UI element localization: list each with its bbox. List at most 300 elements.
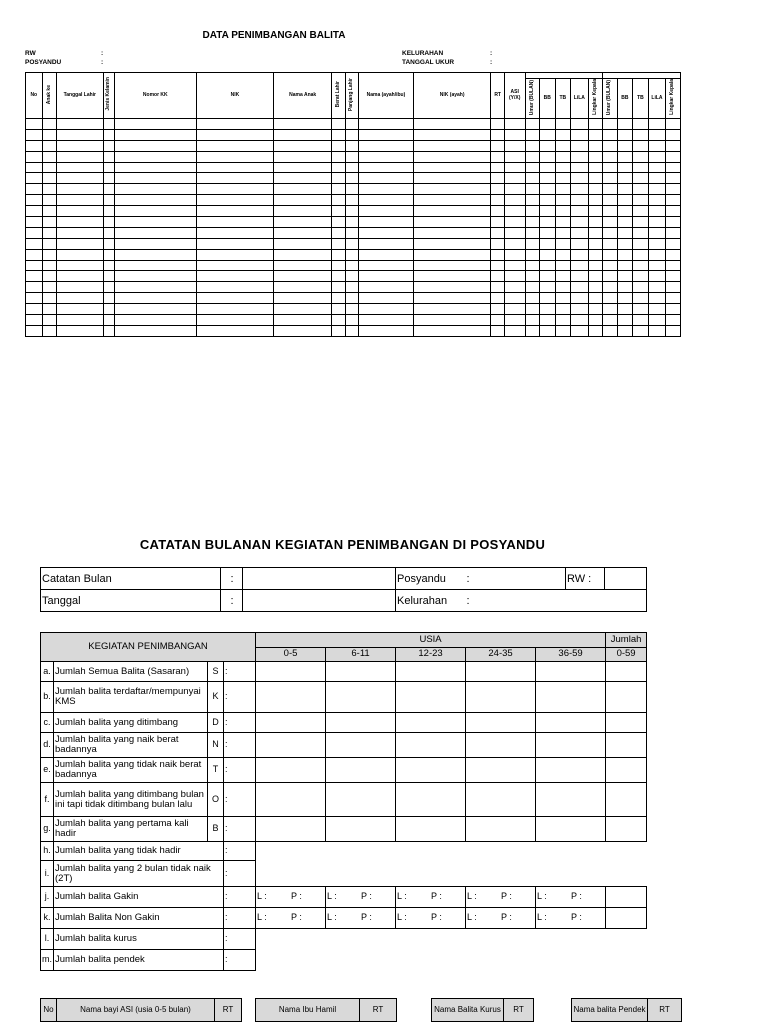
table-cell[interactable] bbox=[359, 249, 414, 260]
table-cell[interactable] bbox=[525, 249, 539, 260]
table-cell[interactable] bbox=[274, 162, 332, 173]
count-cell[interactable] bbox=[536, 758, 606, 783]
table-cell[interactable] bbox=[588, 184, 603, 195]
table-cell[interactable] bbox=[413, 325, 491, 336]
table-cell[interactable] bbox=[359, 129, 414, 140]
table-cell[interactable] bbox=[666, 282, 681, 293]
lp-cell[interactable] bbox=[536, 887, 606, 908]
table-cell[interactable] bbox=[603, 282, 617, 293]
table-cell[interactable] bbox=[274, 217, 332, 228]
table-cell[interactable] bbox=[26, 227, 43, 238]
table-cell[interactable] bbox=[114, 184, 196, 195]
table-cell[interactable] bbox=[504, 195, 525, 206]
table-cell[interactable] bbox=[57, 119, 104, 130]
table-cell[interactable] bbox=[345, 227, 358, 238]
table-cell[interactable] bbox=[666, 140, 681, 151]
table-cell[interactable] bbox=[491, 206, 504, 217]
table-cell[interactable] bbox=[555, 129, 571, 140]
table-cell[interactable] bbox=[491, 129, 504, 140]
table-cell[interactable] bbox=[114, 162, 196, 173]
table-cell[interactable] bbox=[413, 129, 491, 140]
table-cell[interactable] bbox=[332, 249, 345, 260]
table-cell[interactable] bbox=[57, 173, 104, 184]
table-cell[interactable] bbox=[57, 271, 104, 282]
table-cell[interactable] bbox=[571, 238, 589, 249]
table-cell[interactable] bbox=[332, 260, 345, 271]
table-cell[interactable] bbox=[666, 195, 681, 206]
table-cell[interactable] bbox=[345, 271, 358, 282]
table-cell[interactable] bbox=[103, 293, 114, 304]
table-cell[interactable] bbox=[540, 227, 556, 238]
table-cell[interactable] bbox=[504, 162, 525, 173]
table-cell[interactable] bbox=[525, 217, 539, 228]
table-cell[interactable] bbox=[274, 315, 332, 326]
table-cell[interactable] bbox=[196, 206, 274, 217]
table-cell[interactable] bbox=[588, 260, 603, 271]
table-cell[interactable] bbox=[525, 151, 539, 162]
table-cell[interactable] bbox=[332, 162, 345, 173]
table-cell[interactable] bbox=[571, 129, 589, 140]
table-cell[interactable] bbox=[332, 238, 345, 249]
table-cell[interactable] bbox=[345, 173, 358, 184]
count-cell[interactable] bbox=[326, 817, 396, 842]
table-cell[interactable] bbox=[525, 271, 539, 282]
table-cell[interactable] bbox=[114, 293, 196, 304]
table-cell[interactable] bbox=[42, 140, 56, 151]
lp-cell[interactable] bbox=[536, 908, 606, 929]
table-cell[interactable] bbox=[274, 260, 332, 271]
table-cell[interactable] bbox=[196, 162, 274, 173]
table-cell[interactable] bbox=[57, 206, 104, 217]
table-cell[interactable] bbox=[413, 227, 491, 238]
table-cell[interactable] bbox=[603, 140, 617, 151]
table-cell[interactable] bbox=[525, 304, 539, 315]
table-cell[interactable] bbox=[617, 206, 633, 217]
table-cell[interactable] bbox=[42, 238, 56, 249]
table-cell[interactable] bbox=[617, 282, 633, 293]
table-cell[interactable] bbox=[491, 249, 504, 260]
table-cell[interactable] bbox=[359, 238, 414, 249]
table-cell[interactable] bbox=[571, 271, 589, 282]
table-cell[interactable] bbox=[633, 173, 649, 184]
table-cell[interactable] bbox=[359, 140, 414, 151]
table-cell[interactable] bbox=[345, 315, 358, 326]
table-cell[interactable] bbox=[525, 282, 539, 293]
count-cell[interactable] bbox=[606, 908, 647, 929]
table-cell[interactable] bbox=[26, 282, 43, 293]
table-cell[interactable] bbox=[413, 195, 491, 206]
table-cell[interactable] bbox=[588, 140, 603, 151]
table-cell[interactable] bbox=[26, 315, 43, 326]
count-cell[interactable] bbox=[256, 682, 326, 713]
table-cell[interactable] bbox=[345, 206, 358, 217]
table-cell[interactable] bbox=[504, 315, 525, 326]
table-cell[interactable] bbox=[555, 173, 571, 184]
table-cell[interactable] bbox=[633, 271, 649, 282]
table-cell[interactable] bbox=[666, 271, 681, 282]
table-cell[interactable] bbox=[617, 249, 633, 260]
table-cell[interactable] bbox=[103, 260, 114, 271]
table-cell[interactable] bbox=[332, 151, 345, 162]
table-cell[interactable] bbox=[525, 293, 539, 304]
table-cell[interactable] bbox=[103, 195, 114, 206]
table-cell[interactable] bbox=[359, 173, 414, 184]
table-cell[interactable] bbox=[588, 206, 603, 217]
count-cell[interactable] bbox=[536, 817, 606, 842]
lp-cell[interactable] bbox=[326, 887, 396, 908]
table-cell[interactable] bbox=[648, 129, 666, 140]
table-cell[interactable] bbox=[504, 260, 525, 271]
table-cell[interactable] bbox=[603, 206, 617, 217]
table-cell[interactable] bbox=[588, 195, 603, 206]
table-cell[interactable] bbox=[332, 315, 345, 326]
table-cell[interactable] bbox=[617, 325, 633, 336]
table-cell[interactable] bbox=[666, 260, 681, 271]
count-cell[interactable] bbox=[466, 682, 536, 713]
table-cell[interactable] bbox=[42, 249, 56, 260]
table-cell[interactable] bbox=[345, 304, 358, 315]
table-cell[interactable] bbox=[525, 140, 539, 151]
table-cell[interactable] bbox=[196, 282, 274, 293]
table-cell[interactable] bbox=[603, 293, 617, 304]
table-cell[interactable] bbox=[491, 184, 504, 195]
count-cell[interactable] bbox=[256, 733, 326, 758]
table-cell[interactable] bbox=[540, 238, 556, 249]
table-cell[interactable] bbox=[274, 119, 332, 130]
table-cell[interactable] bbox=[114, 304, 196, 315]
table-cell[interactable] bbox=[504, 129, 525, 140]
table-cell[interactable] bbox=[666, 293, 681, 304]
table-cell[interactable] bbox=[540, 119, 556, 130]
count-cell[interactable] bbox=[606, 733, 647, 758]
table-cell[interactable] bbox=[504, 238, 525, 249]
table-cell[interactable] bbox=[103, 173, 114, 184]
table-cell[interactable] bbox=[571, 315, 589, 326]
table-cell[interactable] bbox=[332, 325, 345, 336]
table-cell[interactable] bbox=[555, 325, 571, 336]
table-cell[interactable] bbox=[617, 184, 633, 195]
table-cell[interactable] bbox=[103, 119, 114, 130]
table-cell[interactable] bbox=[491, 304, 504, 315]
table-cell[interactable] bbox=[555, 217, 571, 228]
table-cell[interactable] bbox=[413, 315, 491, 326]
table-cell[interactable] bbox=[540, 249, 556, 260]
table-cell[interactable] bbox=[540, 162, 556, 173]
table-cell[interactable] bbox=[491, 271, 504, 282]
table-cell[interactable] bbox=[359, 282, 414, 293]
table-cell[interactable] bbox=[491, 315, 504, 326]
table-cell[interactable] bbox=[603, 151, 617, 162]
table-cell[interactable] bbox=[648, 315, 666, 326]
table-cell[interactable] bbox=[196, 271, 274, 282]
table-cell[interactable] bbox=[504, 184, 525, 195]
table-cell[interactable] bbox=[345, 293, 358, 304]
table-cell[interactable] bbox=[588, 325, 603, 336]
table-cell[interactable] bbox=[413, 271, 491, 282]
table-cell[interactable] bbox=[588, 315, 603, 326]
table-cell[interactable] bbox=[26, 293, 43, 304]
table-cell[interactable] bbox=[666, 151, 681, 162]
table-cell[interactable] bbox=[491, 173, 504, 184]
table-cell[interactable] bbox=[555, 206, 571, 217]
table-cell[interactable] bbox=[491, 293, 504, 304]
table-cell[interactable] bbox=[555, 249, 571, 260]
table-cell[interactable] bbox=[648, 195, 666, 206]
table-cell[interactable] bbox=[26, 184, 43, 195]
lp-cell[interactable] bbox=[326, 908, 396, 929]
table-cell[interactable] bbox=[555, 238, 571, 249]
table-cell[interactable] bbox=[633, 238, 649, 249]
table-cell[interactable] bbox=[617, 162, 633, 173]
table-cell[interactable] bbox=[525, 195, 539, 206]
table-cell[interactable] bbox=[588, 173, 603, 184]
table-cell[interactable] bbox=[648, 119, 666, 130]
table-cell[interactable] bbox=[666, 217, 681, 228]
count-cell[interactable] bbox=[536, 682, 606, 713]
table-cell[interactable] bbox=[571, 195, 589, 206]
table-cell[interactable] bbox=[332, 184, 345, 195]
table-cell[interactable] bbox=[571, 260, 589, 271]
table-cell[interactable] bbox=[103, 238, 114, 249]
table-cell[interactable] bbox=[571, 173, 589, 184]
table-cell[interactable] bbox=[540, 293, 556, 304]
table-cell[interactable] bbox=[504, 249, 525, 260]
table-cell[interactable] bbox=[103, 140, 114, 151]
count-cell[interactable] bbox=[466, 783, 536, 817]
table-cell[interactable] bbox=[413, 119, 491, 130]
table-cell[interactable] bbox=[504, 217, 525, 228]
table-cell[interactable] bbox=[648, 325, 666, 336]
table-cell[interactable] bbox=[26, 271, 43, 282]
table-cell[interactable] bbox=[196, 173, 274, 184]
table-cell[interactable] bbox=[648, 249, 666, 260]
table-cell[interactable] bbox=[345, 151, 358, 162]
count-cell[interactable] bbox=[606, 758, 647, 783]
table-cell[interactable] bbox=[666, 325, 681, 336]
table-cell[interactable] bbox=[617, 129, 633, 140]
table-cell[interactable] bbox=[491, 325, 504, 336]
count-cell[interactable] bbox=[396, 713, 466, 733]
table-cell[interactable] bbox=[114, 151, 196, 162]
table-cell[interactable] bbox=[540, 217, 556, 228]
table-cell[interactable] bbox=[540, 282, 556, 293]
table-cell[interactable] bbox=[571, 227, 589, 238]
table-cell[interactable] bbox=[413, 151, 491, 162]
table-cell[interactable] bbox=[617, 119, 633, 130]
table-cell[interactable] bbox=[555, 119, 571, 130]
table-cell[interactable] bbox=[525, 238, 539, 249]
table-cell[interactable] bbox=[555, 140, 571, 151]
table-cell[interactable] bbox=[103, 162, 114, 173]
table-cell[interactable] bbox=[57, 304, 104, 315]
count-cell[interactable] bbox=[536, 713, 606, 733]
table-cell[interactable] bbox=[413, 260, 491, 271]
table-cell[interactable] bbox=[274, 282, 332, 293]
table-cell[interactable] bbox=[603, 162, 617, 173]
table-cell[interactable] bbox=[633, 227, 649, 238]
table-cell[interactable] bbox=[617, 217, 633, 228]
count-cell[interactable] bbox=[466, 713, 536, 733]
table-cell[interactable] bbox=[332, 206, 345, 217]
table-cell[interactable] bbox=[571, 217, 589, 228]
tanggal-field[interactable] bbox=[243, 590, 396, 612]
table-cell[interactable] bbox=[196, 238, 274, 249]
table-cell[interactable] bbox=[196, 151, 274, 162]
table-cell[interactable] bbox=[666, 249, 681, 260]
table-cell[interactable] bbox=[525, 173, 539, 184]
table-cell[interactable] bbox=[114, 271, 196, 282]
table-cell[interactable] bbox=[588, 162, 603, 173]
table-cell[interactable] bbox=[413, 162, 491, 173]
table-cell[interactable] bbox=[114, 238, 196, 249]
table-cell[interactable] bbox=[603, 195, 617, 206]
table-cell[interactable] bbox=[26, 238, 43, 249]
table-cell[interactable] bbox=[633, 304, 649, 315]
table-cell[interactable] bbox=[555, 282, 571, 293]
table-cell[interactable] bbox=[603, 173, 617, 184]
table-cell[interactable] bbox=[26, 195, 43, 206]
table-cell[interactable] bbox=[413, 293, 491, 304]
count-cell[interactable] bbox=[396, 733, 466, 758]
table-cell[interactable] bbox=[26, 173, 43, 184]
table-cell[interactable] bbox=[588, 282, 603, 293]
table-cell[interactable] bbox=[42, 260, 56, 271]
table-cell[interactable] bbox=[603, 129, 617, 140]
lp-cell[interactable] bbox=[396, 887, 466, 908]
table-cell[interactable] bbox=[491, 195, 504, 206]
table-cell[interactable] bbox=[359, 206, 414, 217]
table-cell[interactable] bbox=[555, 195, 571, 206]
table-cell[interactable] bbox=[332, 293, 345, 304]
table-cell[interactable] bbox=[633, 151, 649, 162]
table-cell[interactable] bbox=[633, 184, 649, 195]
table-cell[interactable] bbox=[274, 173, 332, 184]
table-cell[interactable] bbox=[648, 238, 666, 249]
table-cell[interactable] bbox=[666, 206, 681, 217]
table-cell[interactable] bbox=[588, 151, 603, 162]
lp-cell[interactable] bbox=[256, 887, 326, 908]
table-cell[interactable] bbox=[103, 315, 114, 326]
count-cell[interactable] bbox=[396, 758, 466, 783]
table-cell[interactable] bbox=[332, 173, 345, 184]
table-cell[interactable] bbox=[42, 151, 56, 162]
table-cell[interactable] bbox=[103, 184, 114, 195]
count-cell[interactable] bbox=[466, 758, 536, 783]
table-cell[interactable] bbox=[57, 282, 104, 293]
table-cell[interactable] bbox=[196, 184, 274, 195]
table-cell[interactable] bbox=[540, 304, 556, 315]
table-cell[interactable] bbox=[617, 173, 633, 184]
table-cell[interactable] bbox=[666, 304, 681, 315]
table-cell[interactable] bbox=[413, 184, 491, 195]
table-cell[interactable] bbox=[540, 315, 556, 326]
table-cell[interactable] bbox=[42, 173, 56, 184]
count-cell[interactable] bbox=[256, 817, 326, 842]
table-cell[interactable] bbox=[555, 304, 571, 315]
table-cell[interactable] bbox=[196, 325, 274, 336]
table-cell[interactable] bbox=[666, 184, 681, 195]
table-cell[interactable] bbox=[26, 260, 43, 271]
table-cell[interactable] bbox=[603, 260, 617, 271]
table-cell[interactable] bbox=[540, 173, 556, 184]
table-cell[interactable] bbox=[114, 227, 196, 238]
table-cell[interactable] bbox=[633, 315, 649, 326]
table-cell[interactable] bbox=[491, 162, 504, 173]
table-cell[interactable] bbox=[648, 151, 666, 162]
table-cell[interactable] bbox=[666, 227, 681, 238]
table-cell[interactable] bbox=[103, 249, 114, 260]
kelurahan-field[interactable]: : bbox=[466, 590, 647, 612]
table-cell[interactable] bbox=[26, 140, 43, 151]
table-cell[interactable] bbox=[114, 195, 196, 206]
count-cell[interactable] bbox=[396, 662, 466, 682]
rw-field[interactable] bbox=[605, 568, 647, 590]
table-cell[interactable] bbox=[57, 315, 104, 326]
table-cell[interactable] bbox=[617, 151, 633, 162]
table-cell[interactable] bbox=[26, 206, 43, 217]
table-cell[interactable] bbox=[648, 206, 666, 217]
table-cell[interactable] bbox=[648, 140, 666, 151]
table-cell[interactable] bbox=[103, 304, 114, 315]
table-cell[interactable] bbox=[555, 315, 571, 326]
lp-cell[interactable] bbox=[396, 908, 466, 929]
table-cell[interactable] bbox=[57, 162, 104, 173]
table-cell[interactable] bbox=[332, 119, 345, 130]
table-cell[interactable] bbox=[345, 282, 358, 293]
table-cell[interactable] bbox=[359, 151, 414, 162]
table-cell[interactable] bbox=[359, 315, 414, 326]
table-cell[interactable] bbox=[274, 304, 332, 315]
catatan-bulan-field[interactable] bbox=[243, 568, 396, 590]
table-cell[interactable] bbox=[42, 184, 56, 195]
table-cell[interactable] bbox=[571, 293, 589, 304]
table-cell[interactable] bbox=[540, 129, 556, 140]
table-cell[interactable] bbox=[114, 325, 196, 336]
count-cell[interactable] bbox=[536, 733, 606, 758]
table-cell[interactable] bbox=[603, 304, 617, 315]
table-cell[interactable] bbox=[648, 260, 666, 271]
count-cell[interactable] bbox=[466, 817, 536, 842]
table-cell[interactable] bbox=[26, 217, 43, 228]
table-cell[interactable] bbox=[504, 282, 525, 293]
table-cell[interactable] bbox=[540, 206, 556, 217]
table-cell[interactable] bbox=[103, 282, 114, 293]
count-cell[interactable] bbox=[326, 662, 396, 682]
table-cell[interactable] bbox=[26, 151, 43, 162]
table-cell[interactable] bbox=[274, 140, 332, 151]
table-cell[interactable] bbox=[359, 271, 414, 282]
table-cell[interactable] bbox=[196, 227, 274, 238]
table-cell[interactable] bbox=[571, 249, 589, 260]
count-cell[interactable] bbox=[396, 682, 466, 713]
table-cell[interactable] bbox=[114, 282, 196, 293]
table-cell[interactable] bbox=[540, 260, 556, 271]
table-cell[interactable] bbox=[103, 325, 114, 336]
table-cell[interactable] bbox=[274, 151, 332, 162]
posyandu-field[interactable]: : bbox=[466, 568, 566, 590]
table-cell[interactable] bbox=[42, 206, 56, 217]
table-cell[interactable] bbox=[26, 304, 43, 315]
table-cell[interactable] bbox=[413, 206, 491, 217]
table-cell[interactable] bbox=[525, 184, 539, 195]
table-cell[interactable] bbox=[633, 293, 649, 304]
table-cell[interactable] bbox=[196, 260, 274, 271]
table-cell[interactable] bbox=[345, 325, 358, 336]
table-cell[interactable] bbox=[571, 162, 589, 173]
table-cell[interactable] bbox=[491, 260, 504, 271]
table-cell[interactable] bbox=[274, 195, 332, 206]
table-cell[interactable] bbox=[42, 293, 56, 304]
